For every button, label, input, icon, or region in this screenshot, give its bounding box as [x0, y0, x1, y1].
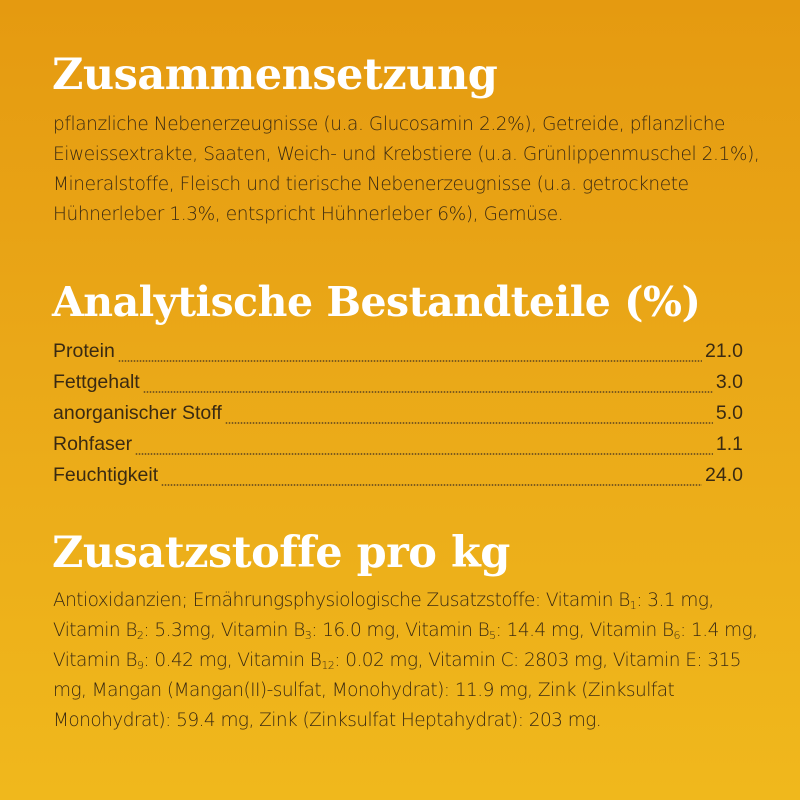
row-value: 3.0: [715, 371, 743, 393]
additives-text: [53, 586, 773, 736]
dot-leader: [161, 484, 702, 486]
dot-leader: [143, 391, 713, 393]
additives-segment: : 0.02 mg, Vitamin C: 2803 mg, Vitamin E: 315 mg, Mangan (Mangan(II)-sulfat, Monohydrat): 11.9 mg, Zink (Zinksulfat Monohydrat): 59.4 mg, Zink (Zinksulfat Heptahydrat): 203 mg.: [53, 650, 742, 731]
table-row: [53, 340, 743, 371]
row-label: Protein: [53, 340, 115, 362]
row-value: 1.1: [715, 433, 743, 455]
additives-intro: Antioxidanzien; Ernährungsphysiologische Zusatzstoffe: Vitamin B: [53, 590, 630, 611]
row-value: 21.0: [705, 340, 743, 362]
row-label: anorganischer Stoff: [53, 402, 222, 424]
additives-segment: : 5.3mg, Vitamin B: [143, 620, 305, 641]
table-row: [53, 464, 743, 495]
analytical-heading: Analytische Bestandteile (%): [52, 278, 701, 326]
composition-heading: Zusammensetzung: [52, 50, 498, 100]
table-row: [53, 371, 743, 402]
vitamin-subscript: 2: [136, 629, 144, 642]
additives-segment: : 1.4 mg, Vitamin B: [53, 620, 758, 671]
row-label: Fettgehalt: [53, 371, 140, 393]
additives-segment: : 3.1 mg, Vitamin B: [53, 590, 714, 641]
vitamin-subscript: 3: [304, 629, 312, 642]
table-row: [53, 433, 743, 464]
dot-leader: [225, 422, 713, 424]
table-row: [53, 402, 743, 433]
additives-segment: : 14.4 mg, Vitamin B: [495, 620, 674, 641]
row-label: Feuchtigkeit: [53, 464, 159, 486]
vitamin-subscript: 12: [321, 659, 335, 672]
additives-segment: : 0.42 mg, Vitamin B: [143, 650, 322, 671]
vitamin-subscript: 6: [673, 629, 680, 642]
dot-leader: [118, 360, 702, 362]
analytical-table: [53, 340, 743, 495]
additives-segment: : 16.0 mg, Vitamin B: [311, 620, 490, 641]
vitamin-subscript: 9: [136, 659, 144, 672]
vitamin-subscript: 1: [629, 599, 637, 612]
row-value: 5.0: [715, 402, 743, 424]
row-value: 24.0: [705, 464, 743, 486]
vitamin-subscript: 5: [489, 629, 496, 642]
dot-leader: [135, 453, 713, 455]
additives-heading: Zusatzstoffe pro kg: [52, 528, 510, 578]
composition-text: pflanzliche Nebenerzeugnisse (u.a. Glucosamin 2.2%), Getreide, pflanzliche Eiweissextrakte, Saaten, Weich- und Krebstiere (u.a. Grünlippenmuschel 2.1%), Mineralstoffe, Fleisch und tierische Nebenerzeugnisse (u.a. getrocknete Hühnerleber 1.3%, entspricht Hühnerleber 6%), Gemüse.: [53, 114, 760, 225]
row-label: Rohfaser: [53, 433, 133, 455]
